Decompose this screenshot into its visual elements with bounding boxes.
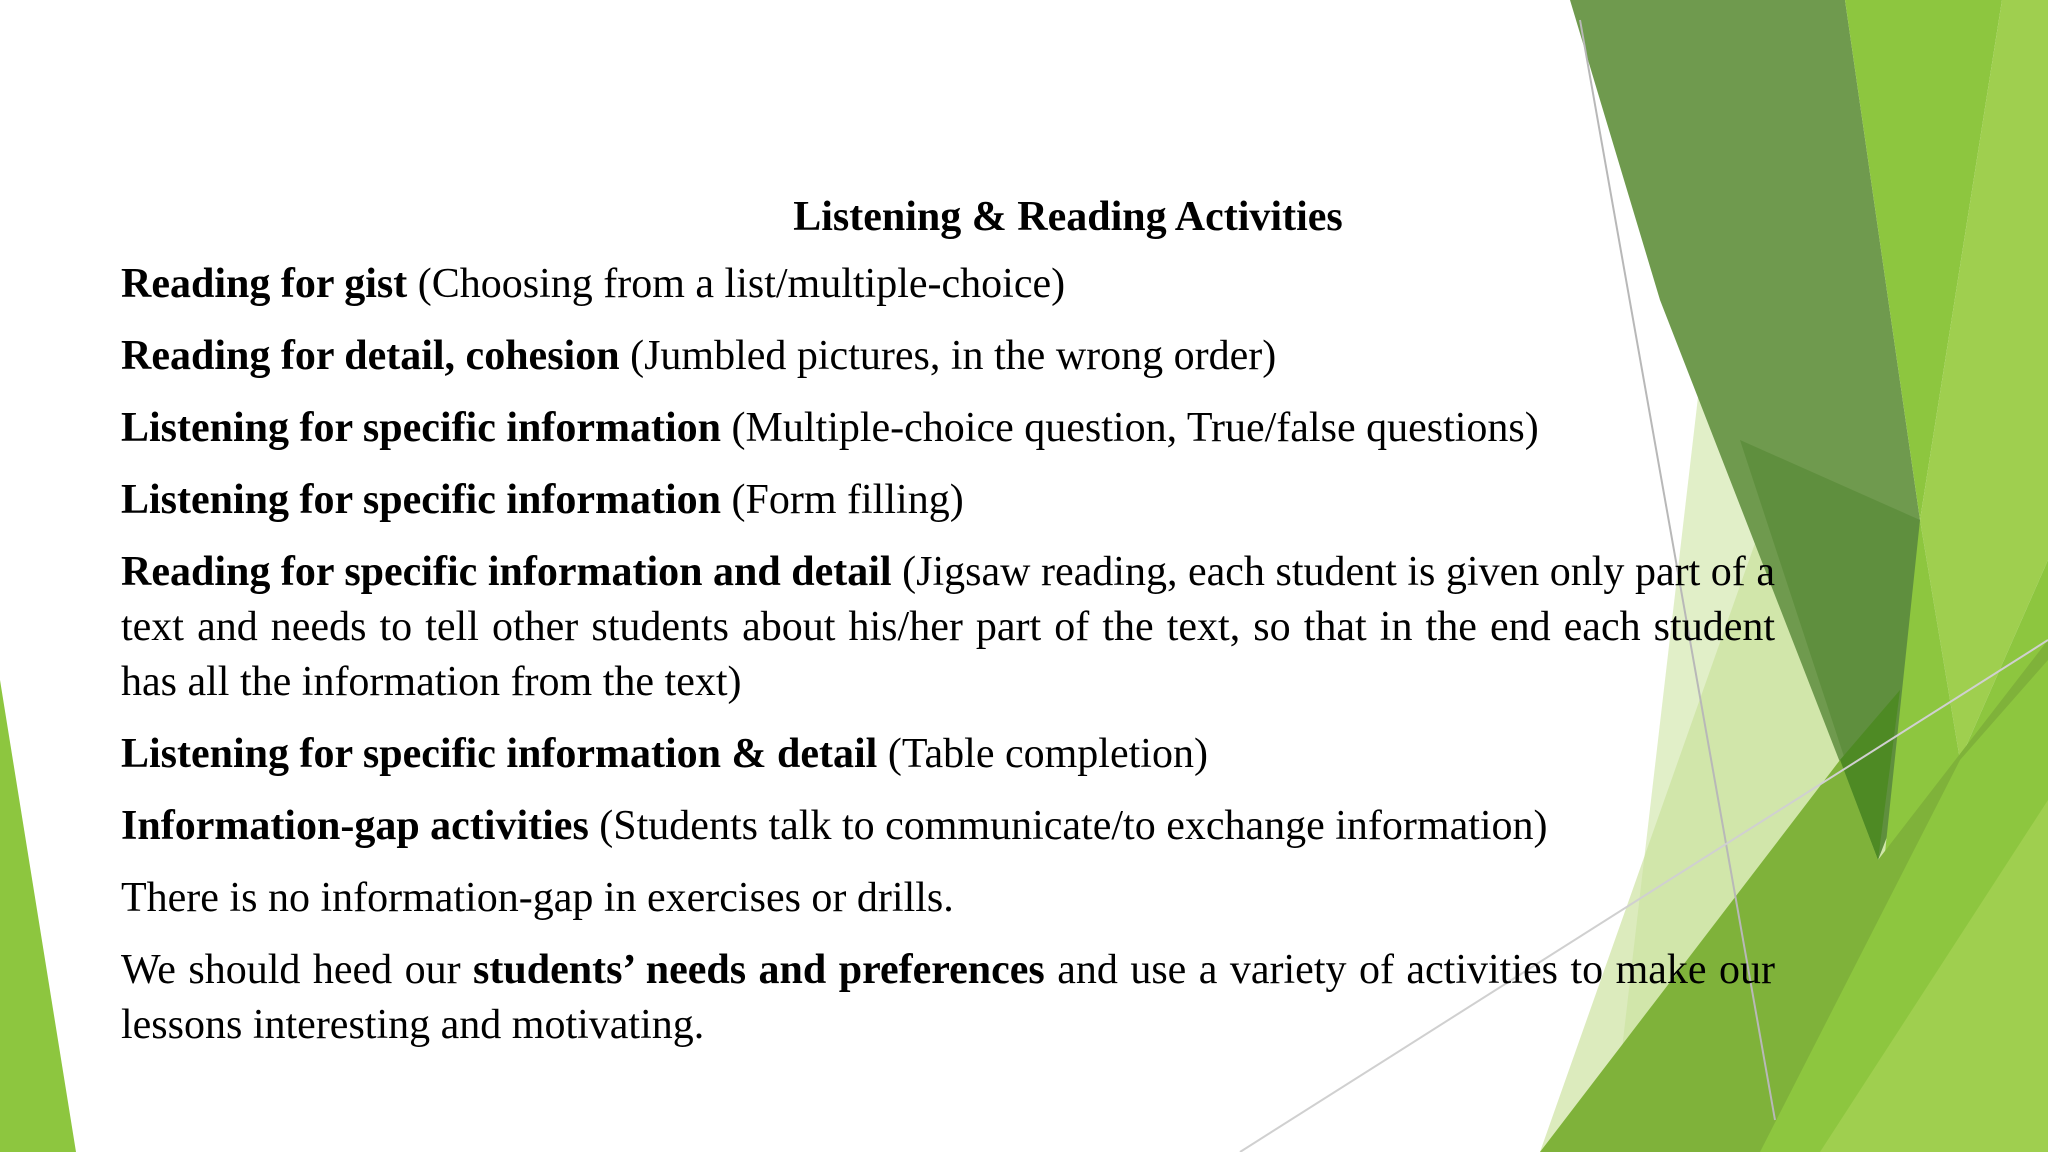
activity-skill: Reading for gist <box>121 261 408 307</box>
slide-content <box>121 186 1775 1070</box>
activity-item-1 <box>121 257 1775 312</box>
note-paragraph: There is no information-gap in exercises or drills. <box>121 875 954 921</box>
activity-item-3 <box>121 401 1775 456</box>
activity-description: (Students talk to communicate/to exchange information) <box>588 803 1548 849</box>
activity-description: (Choosing from a list/multiple-choice) <box>407 261 1066 307</box>
activity-description: (Jigsaw reading, each student is given only part of a text and needs to tell other students about his/her part of the text, so that in the end each student has all the information from the text) <box>121 549 1775 705</box>
activity-item-7 <box>121 799 1775 854</box>
closing-text-after: and use a variety of activities to make our lessons interesting and motivating. <box>121 947 1775 1048</box>
closing-emphasis: students’ needs and preferences <box>473 947 1045 993</box>
activity-skill: Listening for specific information <box>121 405 722 451</box>
activity-description: (Table completion) <box>877 731 1208 777</box>
closing-paragraph <box>121 943 1775 1053</box>
activity-item-6 <box>121 727 1775 782</box>
activity-description: (Form filling) <box>721 477 964 523</box>
activity-item-5 <box>121 545 1775 710</box>
activity-description: (Jumbled pictures, in the wrong order) <box>619 333 1277 379</box>
activity-description: (Multiple-choice question, True/false questions) <box>721 405 1539 451</box>
activity-skill: Listening for specific information <box>121 477 722 523</box>
activity-skill: Reading for specific information and detail <box>121 549 892 595</box>
left-green-sliver <box>0 680 76 1152</box>
slide-title: Listening & Reading Activities <box>793 194 1343 240</box>
activity-skill: Listening for specific information & detail <box>121 731 878 777</box>
closing-text-before: We should heed our <box>121 947 474 993</box>
activity-item-4 <box>121 473 1775 528</box>
activity-skill: Information-gap activities <box>121 803 589 849</box>
activity-item-2 <box>121 329 1775 384</box>
activity-skill: Reading for detail, cohesion <box>121 333 620 379</box>
